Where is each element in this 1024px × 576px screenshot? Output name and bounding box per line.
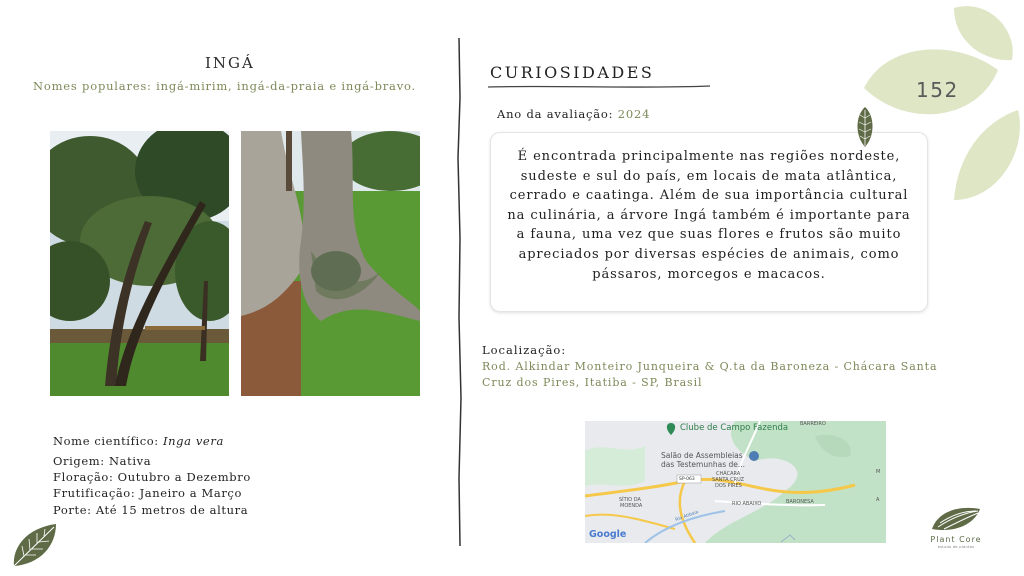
location-map[interactable] [585, 421, 886, 543]
map-place-hall-2: das Testemunhas de... [661, 460, 746, 469]
google-logo: Google [589, 529, 627, 540]
brand-name: Plant Core [930, 535, 982, 544]
popular-names: Nomes populares: ingá-mirim, ingá-da-praia e ingá-bravo. [33, 79, 416, 93]
plant-name: INGÁ [205, 54, 255, 72]
evaluation-year [497, 107, 650, 121]
map-edge-label-m: M [876, 469, 881, 475]
size: Porte: Até 15 metros de altura [53, 503, 249, 517]
map-area-chacara-1: CHÁCARA [716, 471, 741, 477]
curiosities-title: CURIOSIDADES [490, 63, 655, 82]
scientific-name [53, 434, 224, 448]
page-number: 152 [916, 78, 959, 102]
year-label: Ano da avaliação: [497, 107, 618, 121]
map-area-rio: RIO ABAIXO [732, 501, 762, 507]
map-area-sitio-1: SÍTIO DA [619, 497, 641, 503]
map-road-label: SP-063 [679, 477, 695, 482]
map-river-label: Rio Atibaia [674, 510, 700, 523]
location-label: Localização: [482, 343, 567, 357]
map-edge-label-a: A [876, 497, 880, 503]
map-area-barreiro: BARREIRO [800, 421, 826, 427]
flowering: Floração: Outubro a Dezembro [53, 470, 251, 484]
map-area-baronesa: BARONESA [786, 499, 814, 505]
title-underline [488, 83, 713, 91]
tree-photo-image [50, 131, 229, 396]
year-value: 2024 [617, 107, 651, 121]
map-place-club: Clube de Campo Fazenda [680, 423, 789, 433]
brand-logo-icon [930, 503, 982, 533]
small-leaf-icon [855, 106, 875, 148]
trunk-photo [241, 131, 420, 396]
map-area-sitio-2: MOENDA [620, 503, 643, 509]
scientific-name-label: Nome científico: [53, 434, 164, 448]
tree-photo [50, 131, 229, 396]
column-divider [455, 38, 465, 546]
fruiting: Frutificação: Janeiro a Março [53, 486, 243, 500]
decorative-leaves-icon [858, 0, 1024, 225]
location-address: Rod. Alkindar Monteiro Junqueira & Q.ta da Baroneza - Chácara Santa Cruz dos Pires, Itatiba - SP, Brasil [482, 360, 938, 389]
origin: Origem: Nativa [53, 454, 152, 468]
trunk-photo-image [241, 131, 420, 396]
leaf-icon [10, 522, 60, 570]
brand-tagline: estudo de plantas [937, 545, 975, 549]
curiosities-text: É encontrada principalmente nas regiões nordeste, sudeste e sul do país, em locais de mata atlântica, cerrado e caatinga. Além de sua importância cultural na culinária, a árvore Ingá também é importante para a fauna, uma vez que suas flores e frutos são muito apreciados por diversas espécies de animais, como pássaros, morcegos e macacos. [507, 149, 911, 282]
map-place-hall-1: Salão de Assembleias [661, 451, 743, 460]
map-area-chacara-3: DOS PIRES [715, 483, 742, 489]
scientific-name-value: Inga vera [163, 434, 224, 448]
map-area-chacara-2: SANTA CRUZ [712, 477, 745, 483]
